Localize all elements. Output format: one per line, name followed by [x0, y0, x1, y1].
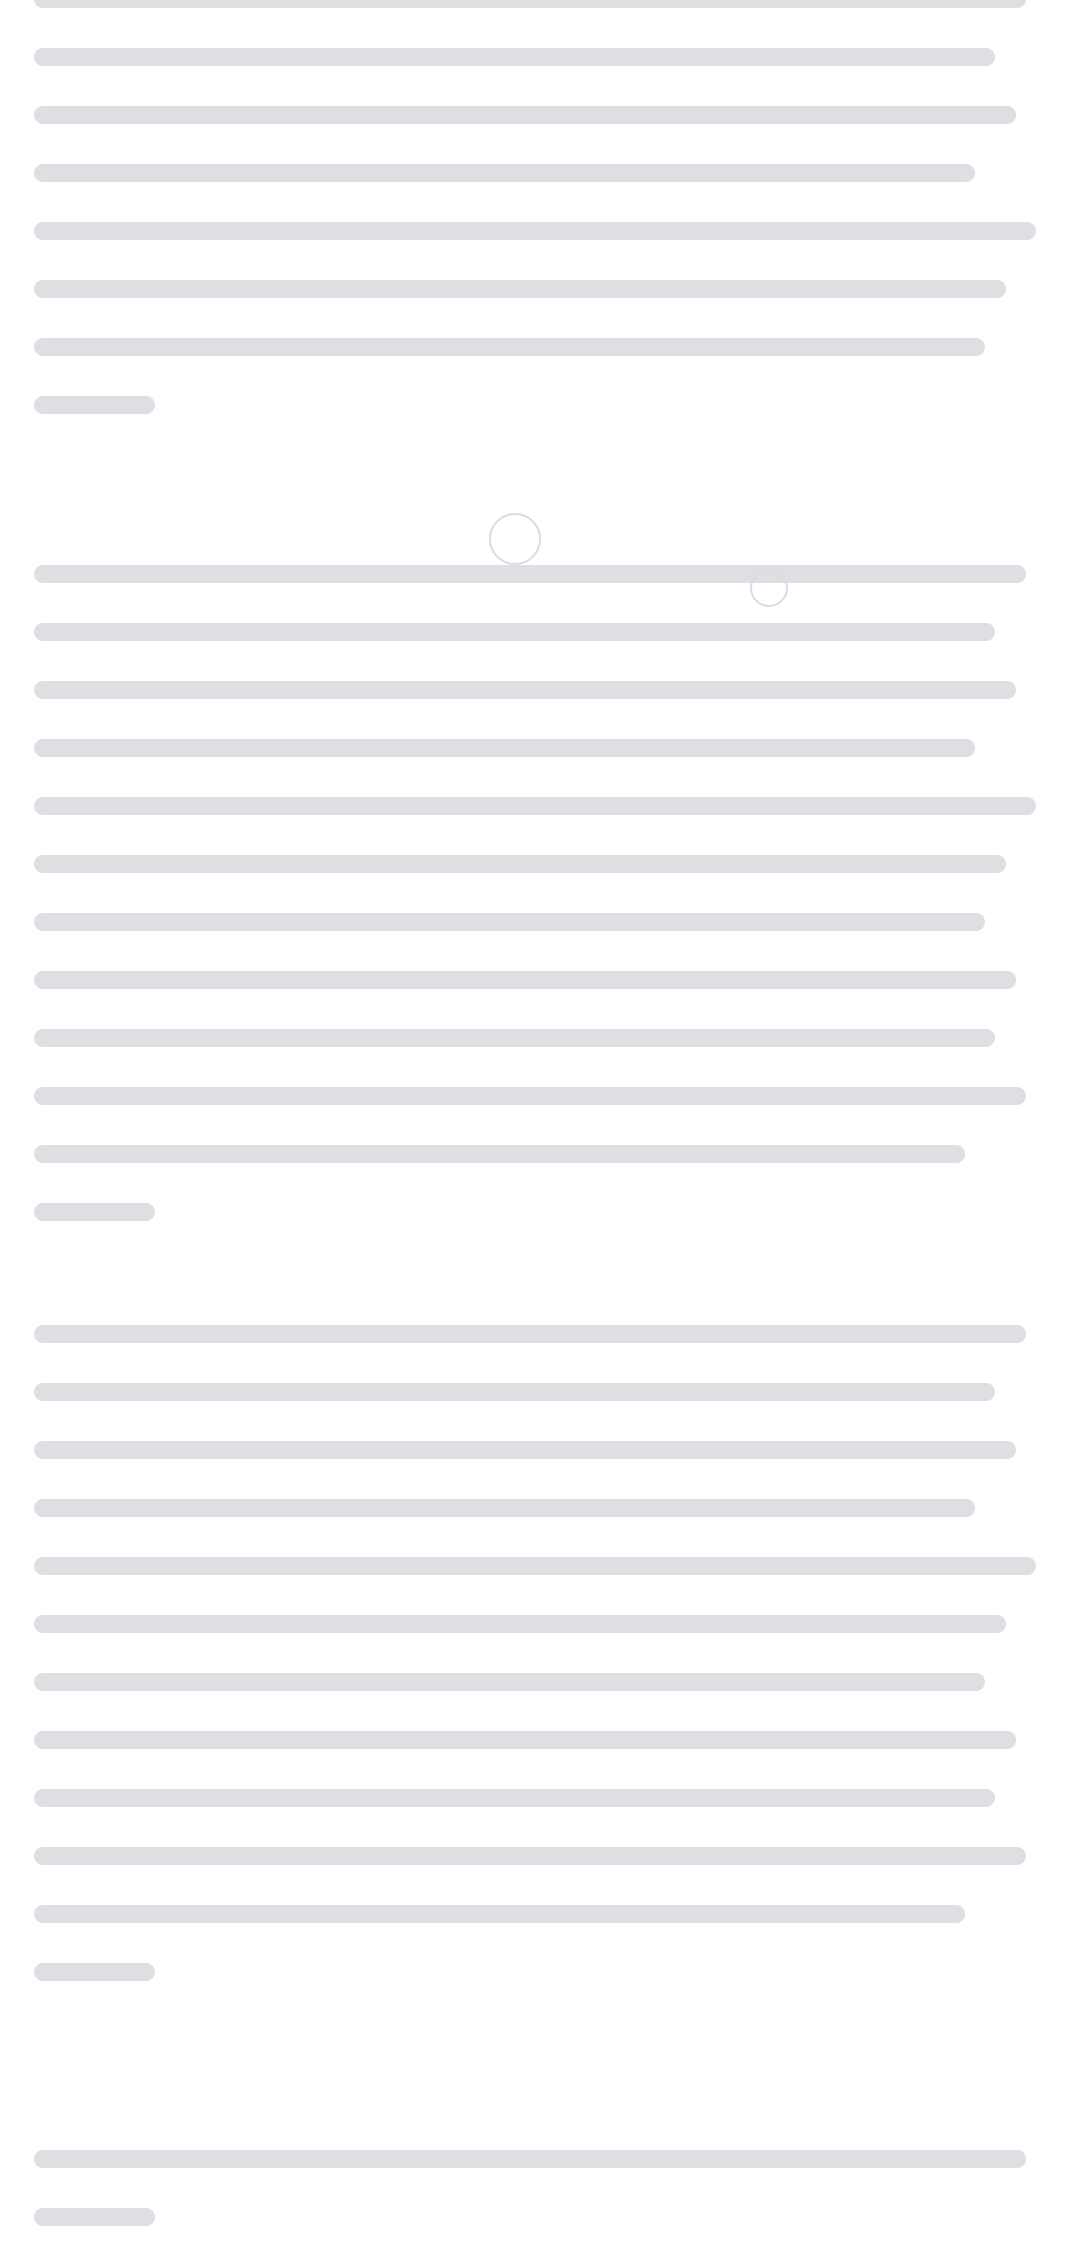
- paragraph-3: [34, 1305, 1046, 2055]
- text-line: [34, 681, 1016, 699]
- text-line: [34, 1029, 995, 1047]
- text-line: [34, 1789, 995, 1807]
- text-line: [34, 396, 155, 414]
- touch-indicator-ring: [750, 569, 788, 607]
- text-line: [34, 2150, 1026, 2168]
- text-line: [34, 1145, 965, 1163]
- text-line: [34, 739, 975, 757]
- text-line: [34, 164, 975, 182]
- text-line: [34, 106, 1016, 124]
- text-line: [34, 280, 1006, 298]
- text-line: [34, 1673, 985, 1691]
- touch-indicator-ring: [489, 513, 541, 565]
- text-line: [34, 1731, 1016, 1749]
- paragraph-2: [34, 545, 1046, 1235]
- text-line: [34, 971, 1016, 989]
- text-line: [34, 1499, 975, 1517]
- text-line: [34, 2208, 155, 2226]
- text-line: [34, 1383, 995, 1401]
- text-line: [34, 1615, 1006, 1633]
- text-line: [34, 623, 995, 641]
- text-line: [34, 222, 1036, 240]
- text-line: [34, 338, 985, 356]
- paragraph-1: [34, 0, 1046, 440]
- text-line: [34, 1203, 155, 1221]
- text-line: [34, 1963, 155, 1981]
- text-line: [34, 1087, 1026, 1105]
- text-line: [34, 913, 985, 931]
- paragraph-4: [34, 2130, 1046, 2255]
- text-line: [34, 1557, 1036, 1575]
- text-line: [34, 1905, 965, 1923]
- text-line: [34, 855, 1006, 873]
- text-line: [34, 48, 995, 66]
- text-line: [34, 1441, 1016, 1459]
- text-line: [34, 1325, 1026, 1343]
- text-line: [34, 1847, 1026, 1865]
- text-line: [34, 797, 1036, 815]
- text-line: [34, 565, 1026, 583]
- text-line: [34, 0, 1026, 8]
